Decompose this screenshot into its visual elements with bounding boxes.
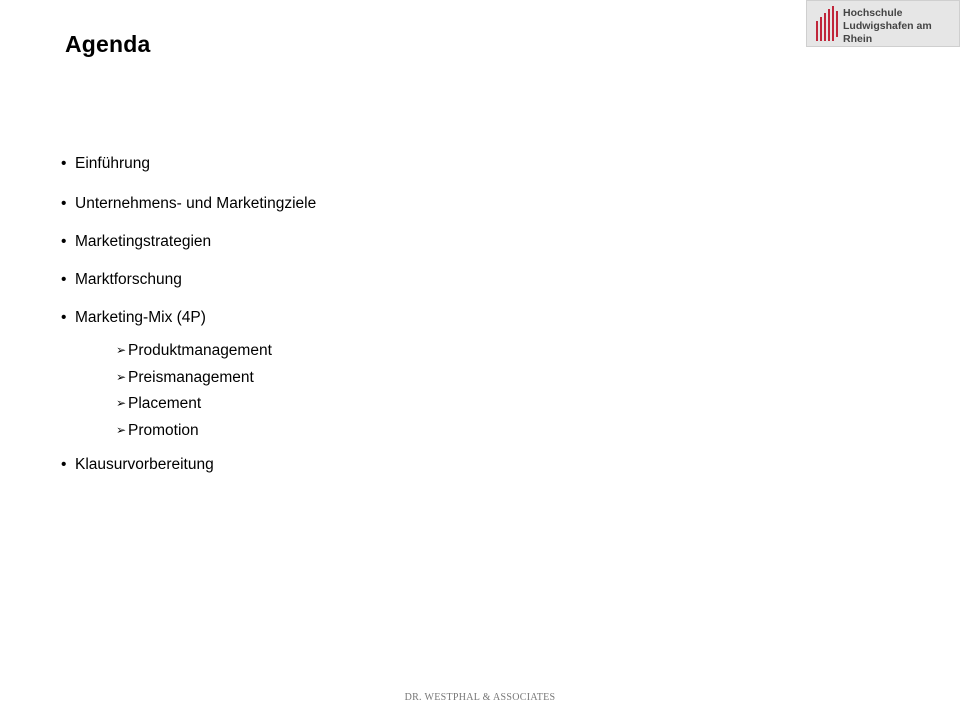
agenda-item <box>61 271 182 289</box>
agenda-subitem-label: Promotion <box>128 422 199 439</box>
agenda-item-label: Marketing-Mix (4P) <box>75 309 206 326</box>
arrow-bullet-icon: ➢ <box>116 343 127 357</box>
agenda-subitem <box>116 422 199 440</box>
agenda-item-label: Klausurvorbereitung <box>75 456 214 473</box>
agenda-item-label: Marketingstrategien <box>75 233 212 250</box>
bullet-icon: • <box>61 233 67 250</box>
logo-mark-icon <box>815 5 839 43</box>
slide-footer: DR. WESTPHAL & ASSOCIATES <box>404 692 556 703</box>
bullet-icon: • <box>61 456 67 473</box>
arrow-bullet-icon: ➢ <box>116 396 127 410</box>
agenda-subitem <box>116 342 272 360</box>
logo-line-2: Ludwigshafen am Rhein <box>843 20 932 45</box>
agenda-subitem <box>116 395 201 413</box>
university-logo <box>806 0 960 47</box>
slide-title: Agenda <box>65 31 151 57</box>
agenda-subitem-label: Preismanagement <box>128 369 254 386</box>
agenda-item-label: Marktforschung <box>75 271 182 288</box>
bullet-icon: • <box>61 309 67 326</box>
agenda-item <box>61 309 206 327</box>
logo-text <box>843 7 959 46</box>
agenda-item <box>61 456 214 474</box>
bullet-icon: • <box>61 155 67 172</box>
agenda-item <box>61 233 211 251</box>
agenda-item <box>61 155 150 173</box>
arrow-bullet-icon: ➢ <box>116 370 127 384</box>
agenda-subitem-label: Produktmanagement <box>128 342 272 359</box>
logo-line-1: Hochschule <box>843 7 903 19</box>
bullet-icon: • <box>61 195 67 212</box>
agenda-item-label: Unternehmens- und Marketingziele <box>75 195 317 212</box>
agenda-item <box>61 195 316 213</box>
agenda-subitem <box>116 369 254 387</box>
arrow-bullet-icon: ➢ <box>116 423 127 437</box>
agenda-subitem-label: Placement <box>128 395 202 412</box>
bullet-icon: • <box>61 271 67 288</box>
agenda-item-label: Einführung <box>75 155 150 172</box>
